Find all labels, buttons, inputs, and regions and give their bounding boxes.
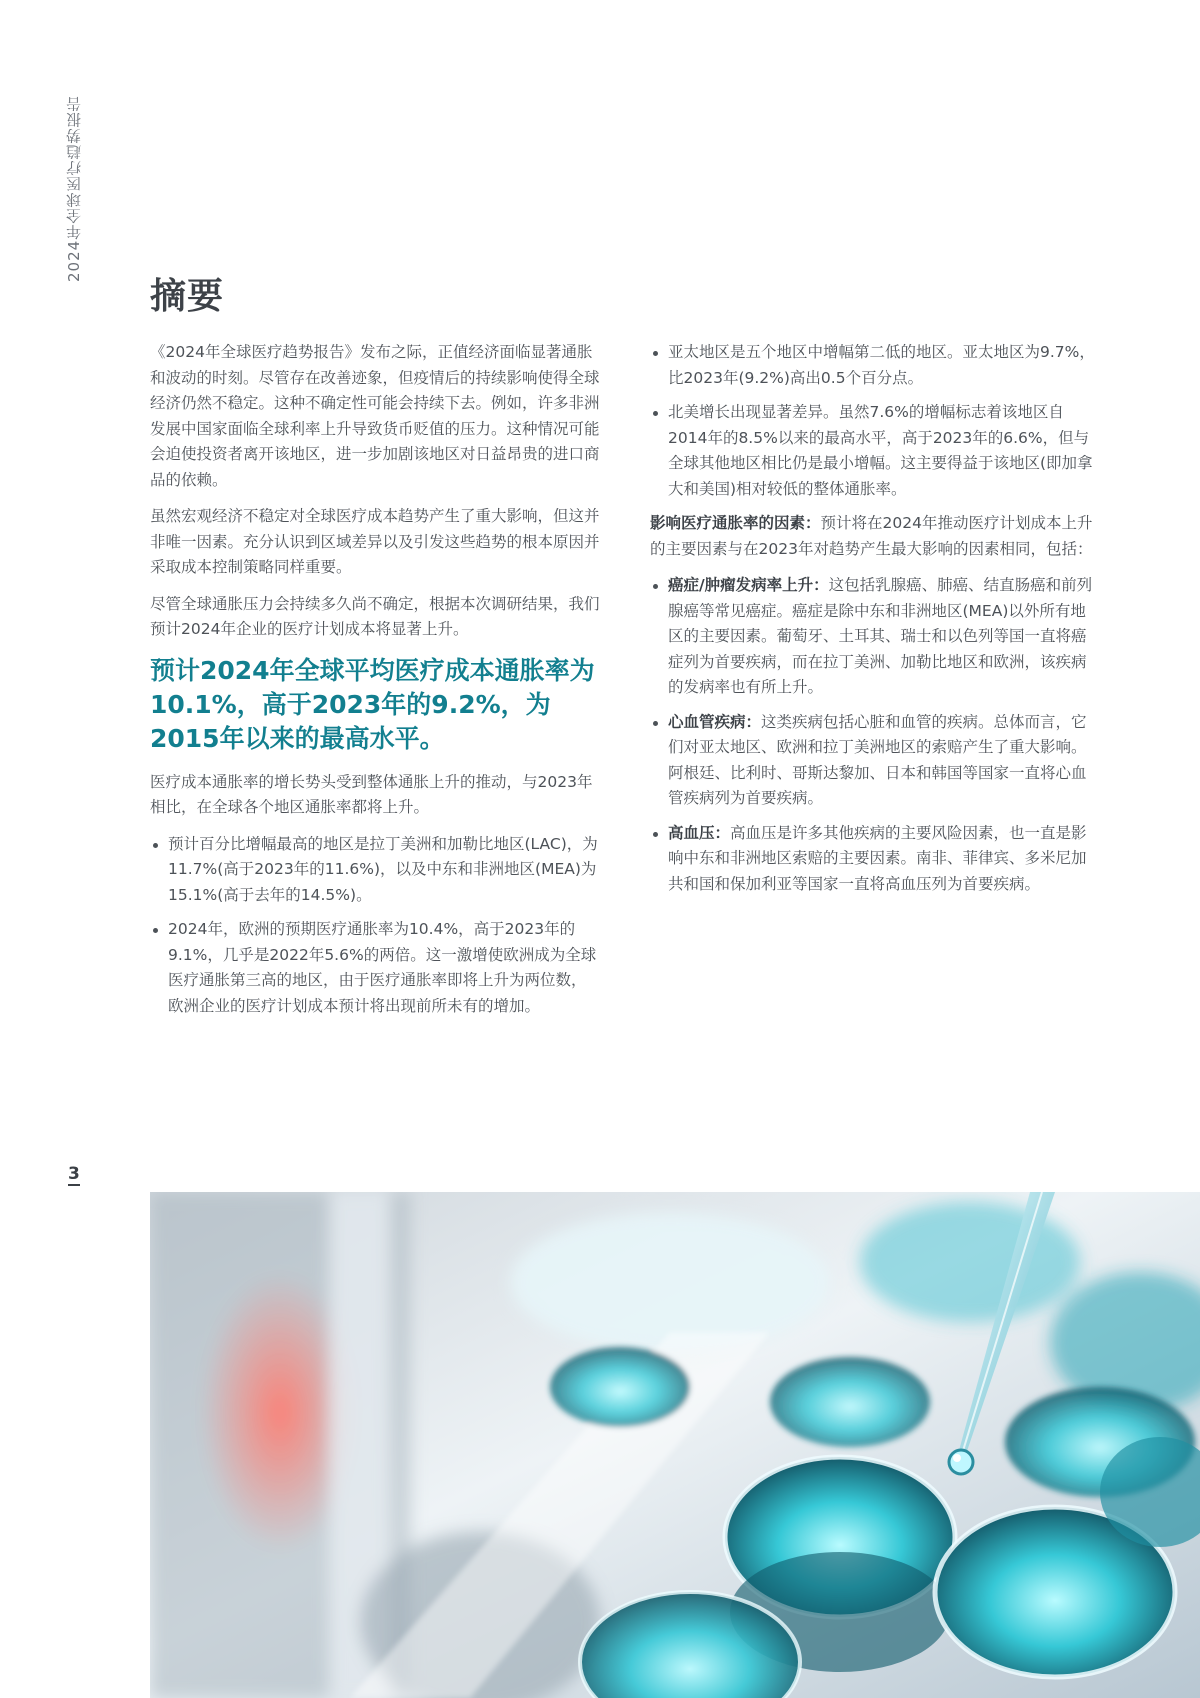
factor-text: 这包括乳腺癌、肺癌、结直肠癌和前列腺癌等常见癌症。癌症是除中东和非洲地区(MEA)以外所有地区的主要因素。葡萄牙、土耳其、瑞士和以色列等国一直将癌症列为首要疾病，而在拉丁美洲、加勒比地区和欧洲，该疾病的发病率也有所上升。 [668, 576, 1093, 696]
factors-bullet-list [650, 573, 1100, 897]
page-title: 摘要 [150, 276, 225, 317]
lab-pipette-photo [150, 1192, 1200, 1698]
forecast-paragraph: 尽管全球通胀压力会持续多久尚不确定，根据本次调研结果，我们预计2024年企业的医疗计划成本将显著上升。 [150, 594, 600, 638]
factor-text: 这类疾病包括心脏和血管的疾病。总体而言，它们对亚太地区、欧洲和拉丁美洲地区的索赔产生了重大影响。阿根廷、比利时、哥斯达黎加、日本和韩国等国家一直将心血管疾病列为首要疾病。 [668, 712, 1087, 807]
factors-lead: 影响医疗通胀率的因素： [650, 514, 821, 532]
factors-text: 预计将在2024年推动医疗计划成本上升的主要因素与在2023年对趋势产生最大影响的因素相同，包括： [650, 514, 1093, 558]
momentum-paragraph: 医疗成本通胀率的增长势头受到整体通胀上升的推动，与2023年相比，在全球各个地区通胀率都将上升。 [150, 772, 593, 816]
list-item [650, 821, 1100, 898]
key-finding-highlight: 预计2024年全球平均医疗成本通胀率为10.1%，高于2023年的9.2%，为2015年以来的最高水平。 [150, 655, 595, 753]
factor-lead: 高血压： [668, 823, 731, 842]
factor-text: 高血压是许多其他疾病的主要风险因素，也一直是影响中东和非洲地区索赔的主要因素。南非、菲律宾、多米尼加共和国和保加利亚等国家一直将高血压列为首要疾病。 [668, 823, 1087, 893]
report-side-title: 2024年全球医疗趋势报告 [65, 95, 83, 282]
list-item: 亚太地区是五个地区中增幅第二低的地区。亚太地区为9.7%，比2023年(9.2%)高出0.5个百分点。 [650, 340, 1100, 391]
list-item [650, 573, 1100, 701]
region-bullet-list [150, 832, 600, 1020]
factor-lead: 癌症/肿瘤发病率上升： [668, 576, 829, 594]
factors-paragraph [650, 511, 1100, 562]
list-item: 预计百分比增幅最高的地区是拉丁美洲和加勒比地区(LAC)，为11.7%(高于2023年的11.6%)，以及中东和非洲地区(MEA)为15.1%(高于去年的14.5%)。 [150, 832, 600, 909]
list-item [650, 710, 1100, 812]
region-bullet-list-continued [650, 340, 1100, 502]
right-column [650, 340, 1100, 906]
page-number: 3 [68, 1164, 80, 1184]
list-item: 北美增长出现显著差异。虽然7.6%的增幅标志着该地区自2014年的8.5%以来的最高水平，高于2023年的6.6%，但与全球其他地区相比仍是最小增幅。这主要得益于该地区(即加拿大和美国)相对较低的整体通胀率。 [650, 400, 1100, 502]
factor-lead: 心血管疾病： [668, 712, 762, 731]
intro-paragraph: 《2024年全球医疗趋势报告》发布之际，正值经济面临显著通胀和波动的时刻。尽管存在改善迹象，但疫情后的持续影响使得全球经济仍然不稳定。这种不确定性可能会持续下去。例如，许多非洲发展中国家面临全球利率上升导致货币贬值的压力。这种情况可能会迫使投资者离开该地区，进一步加剧该地区对日益昂贵的进口商品的依赖。 [150, 343, 600, 489]
list-item: 2024年，欧洲的预期医疗通胀率为10.4%，高于2023年的9.1%，几乎是2022年5.6%的两倍。这一激增使欧洲成为全球医疗通胀第三高的地区，由于医疗通胀率即将上升为两位数，欧洲企业的医疗计划成本预计将出现前所未有的增加。 [150, 917, 600, 1019]
macro-paragraph: 虽然宏观经济不稳定对全球医疗成本趋势产生了重大影响，但这并非唯一因素。充分认识到区域差异以及引发这些趋势的根本原因并采取成本控制策略同样重要。 [150, 507, 600, 576]
left-column [150, 340, 600, 1028]
